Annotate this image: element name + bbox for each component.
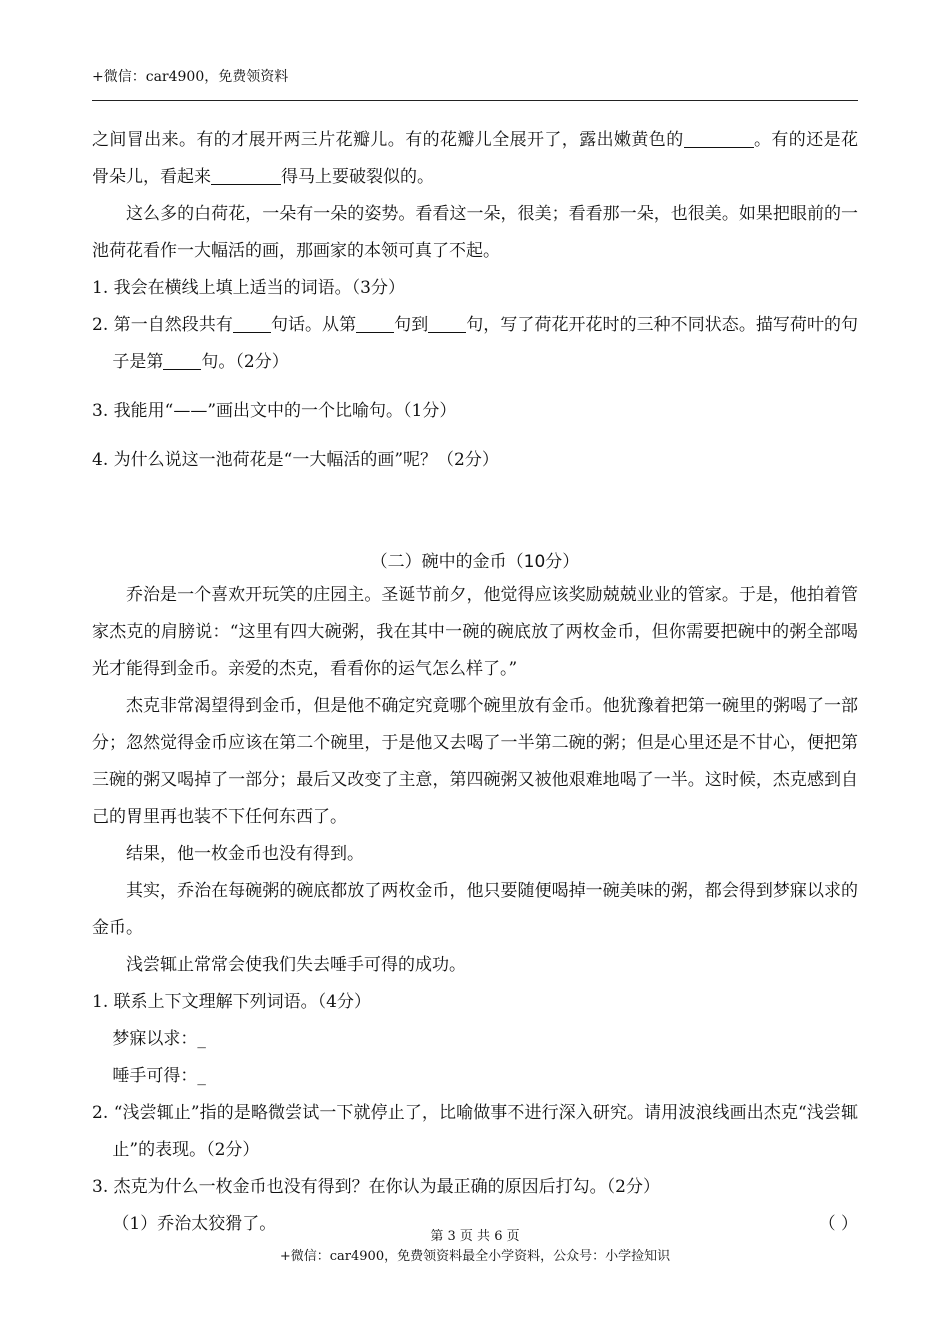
passage1-text-a: 之间冒出来。有的才展开两三片花瓣儿。有的花瓣儿全展开了，露出嫩黄色的 [92, 130, 684, 150]
word-item-1: 梦寐以求：_ [112, 1029, 206, 1049]
option-text: （1）乔治太狡猾了。 [112, 1214, 277, 1234]
passage1-text-b: 。有的还是花骨朵儿，看起来 [92, 130, 859, 187]
footer-note: +微信：car4900，免费领资料最全小学资料，公众号：小学捡知识 [279, 1249, 671, 1264]
fill-blank [163, 352, 201, 370]
fill-blank [684, 130, 754, 148]
fill-blank [233, 315, 271, 333]
story-paragraph-5: 浅尝辄止常常会使我们失去唾手可得的成功。 [126, 955, 466, 975]
question2-3: 3. 杰克为什么一枚金币也没有得到？在你认为最正确的原因后打勾。（2分） [92, 1177, 660, 1197]
page-header: +微信：car4900，免费领资料 [92, 69, 289, 85]
q2-text-a: 2. 第一自然段共有 [92, 315, 233, 335]
answer-space [92, 479, 858, 547]
question1-1: 1. 我会在横线上填上适当的词语。（3分） [92, 278, 405, 298]
fill-blank [356, 315, 394, 333]
q2-text-e: 句。（2分） [201, 352, 289, 372]
passage1-paragraph1 [92, 122, 858, 196]
q2-text-b: 句话。从第 [270, 315, 357, 335]
question1-2 [92, 307, 858, 381]
question1-3: 3. 我能用“——”画出文中的一个比喻句。（1分） [92, 401, 457, 421]
page-number: 第 3 页 共 6 页 [430, 1229, 520, 1244]
story-paragraph-3: 结果，他一枚金币也没有得到。 [126, 844, 364, 864]
fill-blank [428, 315, 466, 333]
q2-text-c: 句到 [394, 315, 429, 335]
question2-1: 1. 联系上下文理解下列词语。（4分） [92, 992, 371, 1012]
passage1-text-c: 得马上要破裂似的。 [281, 167, 434, 187]
story-paragraph-1: 乔治是一个喜欢开玩笑的庄园主。圣诞节前夕，他觉得应该奖励兢兢业业的管家。于是，他拍着管家杰克的肩膀说：“这里有四大碗粥，我在其中一碗的碗底放了两枚金币，但你需要把碗中的粥全部喝光才能得到金币。亲爱的杰克，看看你的运气怎么样了。” [92, 585, 858, 679]
spacer [92, 430, 858, 442]
page-content [92, 122, 858, 1243]
question2-2: 2. “浅尝辄止”指的是略微尝试一下就停止了，比喻做事不进行深入研究。请用波浪线画出杰克“浅尝辄止”的表现。（2分） [92, 1103, 858, 1160]
section-title: （二）碗中的金币（10分） [370, 552, 580, 572]
checkbox-parens[interactable]: （ ） [818, 1214, 858, 1234]
header-divider [92, 100, 858, 101]
question1-4: 4. 为什么说这一池荷花是“一大幅活的画”呢？（2分） [92, 450, 499, 470]
spacer [92, 381, 858, 393]
passage1-paragraph2: 这么多的白荷花，一朵有一朵的姿势。看看这一朵，很美；看看那一朵，也很美。如果把眼前的一池荷花看作一大幅活的画，那画家的本领可真了不起。 [92, 204, 858, 261]
story-paragraph-4: 其实，乔治在每碗粥的碗底都放了两枚金币，他只要随便喝掉一碗美味的粥，都会得到梦寐以求的金币。 [92, 881, 858, 938]
fill-blank [211, 167, 281, 185]
word-item-2: 唾手可得：_ [112, 1066, 206, 1086]
q2-text-d: 句，写了荷花开花时的三种不同状态。描写荷叶的句子是第 [112, 315, 859, 372]
story-paragraph-2: 杰克非常渴望得到金币，但是他不确定究竟哪个碗里放有金币。他犹豫着把第一碗里的粥喝了一部分；忽然觉得金币应该在第二个碗里，于是他又去喝了一半第二碗的粥；但是心里还是不甘心，便把第三碗的粥又喝掉了一部分；最后又改变了主意，第四碗粥又被他艰难地喝了一半。这时候，杰克感到自己的胃里再也装不下任何东西了。 [92, 696, 858, 827]
